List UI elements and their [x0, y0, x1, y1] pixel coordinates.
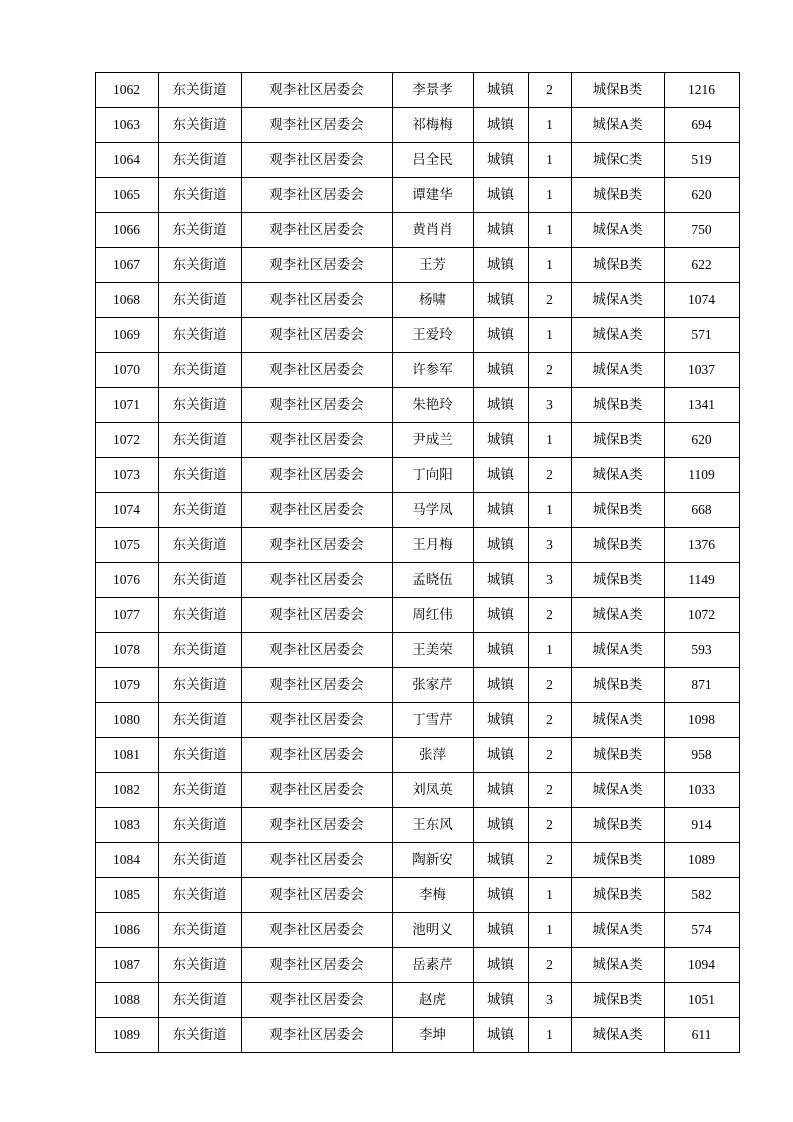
table-row — [95, 598, 739, 633]
cell-household: 城镇 — [473, 108, 528, 143]
cell-amount: 593 — [664, 633, 739, 668]
cell-name: 刘凤英 — [392, 773, 473, 808]
cell-street: 东关街道 — [158, 668, 241, 703]
cell-id: 1074 — [95, 493, 158, 528]
cell-count: 2 — [528, 668, 571, 703]
cell-community: 观李社区居委会 — [241, 493, 392, 528]
cell-count: 3 — [528, 388, 571, 423]
cell-id: 1088 — [95, 983, 158, 1018]
cell-amount: 1149 — [664, 563, 739, 598]
cell-category: 城保B类 — [571, 73, 664, 108]
cell-street: 东关街道 — [158, 563, 241, 598]
cell-category: 城保B类 — [571, 388, 664, 423]
cell-street: 东关街道 — [158, 878, 241, 913]
table-row — [95, 773, 739, 808]
cell-community: 观李社区居委会 — [241, 143, 392, 178]
cell-category: 城保A类 — [571, 318, 664, 353]
table-row — [95, 703, 739, 738]
cell-id: 1082 — [95, 773, 158, 808]
cell-category: 城保B类 — [571, 178, 664, 213]
cell-street: 东关街道 — [158, 493, 241, 528]
cell-community: 观李社区居委会 — [241, 283, 392, 318]
cell-count: 2 — [528, 283, 571, 318]
cell-name: 张萍 — [392, 738, 473, 773]
cell-household: 城镇 — [473, 843, 528, 878]
cell-community: 观李社区居委会 — [241, 353, 392, 388]
cell-id: 1064 — [95, 143, 158, 178]
cell-street: 东关街道 — [158, 283, 241, 318]
cell-street: 东关街道 — [158, 598, 241, 633]
cell-id: 1068 — [95, 283, 158, 318]
cell-community: 观李社区居委会 — [241, 248, 392, 283]
cell-community: 观李社区居委会 — [241, 808, 392, 843]
cell-name: 黄肖肖 — [392, 213, 473, 248]
cell-id: 1069 — [95, 318, 158, 353]
cell-count: 1 — [528, 143, 571, 178]
cell-community: 观李社区居委会 — [241, 878, 392, 913]
cell-name: 谭建华 — [392, 178, 473, 213]
table-row — [95, 178, 739, 213]
cell-household: 城镇 — [473, 353, 528, 388]
cell-id: 1070 — [95, 353, 158, 388]
cell-count: 3 — [528, 563, 571, 598]
cell-id: 1087 — [95, 948, 158, 983]
cell-name: 尹成兰 — [392, 423, 473, 458]
cell-category: 城保B类 — [571, 668, 664, 703]
cell-category: 城保A类 — [571, 458, 664, 493]
cell-household: 城镇 — [473, 703, 528, 738]
cell-amount: 1094 — [664, 948, 739, 983]
cell-household: 城镇 — [473, 493, 528, 528]
cell-count: 1 — [528, 913, 571, 948]
cell-category: 城保A类 — [571, 948, 664, 983]
cell-street: 东关街道 — [158, 913, 241, 948]
cell-category: 城保B类 — [571, 248, 664, 283]
cell-street: 东关街道 — [158, 388, 241, 423]
cell-amount: 622 — [664, 248, 739, 283]
cell-name: 李坤 — [392, 1018, 473, 1053]
cell-household: 城镇 — [473, 73, 528, 108]
cell-count: 2 — [528, 808, 571, 843]
table-row — [95, 458, 739, 493]
table-row — [95, 668, 739, 703]
cell-category: 城保A类 — [571, 283, 664, 318]
cell-community: 观李社区居委会 — [241, 423, 392, 458]
cell-community: 观李社区居委会 — [241, 948, 392, 983]
cell-name: 周红伟 — [392, 598, 473, 633]
cell-household: 城镇 — [473, 178, 528, 213]
cell-category: 城保A类 — [571, 213, 664, 248]
cell-street: 东关街道 — [158, 983, 241, 1018]
cell-community: 观李社区居委会 — [241, 773, 392, 808]
cell-id: 1071 — [95, 388, 158, 423]
cell-household: 城镇 — [473, 913, 528, 948]
table-row — [95, 493, 739, 528]
cell-count: 1 — [528, 493, 571, 528]
cell-household: 城镇 — [473, 143, 528, 178]
cell-community: 观李社区居委会 — [241, 913, 392, 948]
cell-id: 1076 — [95, 563, 158, 598]
cell-category: 城保B类 — [571, 493, 664, 528]
cell-community: 观李社区居委会 — [241, 178, 392, 213]
cell-name: 池明义 — [392, 913, 473, 948]
table-row — [95, 843, 739, 878]
cell-amount: 1037 — [664, 353, 739, 388]
cell-count: 2 — [528, 598, 571, 633]
cell-category: 城保A类 — [571, 913, 664, 948]
cell-street: 东关街道 — [158, 248, 241, 283]
cell-category: 城保B类 — [571, 983, 664, 1018]
table-row — [95, 983, 739, 1018]
cell-count: 2 — [528, 703, 571, 738]
cell-name: 张家芹 — [392, 668, 473, 703]
cell-id: 1065 — [95, 178, 158, 213]
cell-street: 东关街道 — [158, 1018, 241, 1053]
cell-community: 观李社区居委会 — [241, 633, 392, 668]
cell-amount: 1376 — [664, 528, 739, 563]
cell-id: 1063 — [95, 108, 158, 143]
cell-amount: 1216 — [664, 73, 739, 108]
cell-community: 观李社区居委会 — [241, 983, 392, 1018]
cell-street: 东关街道 — [158, 178, 241, 213]
cell-amount: 1074 — [664, 283, 739, 318]
table-row — [95, 108, 739, 143]
cell-street: 东关街道 — [158, 633, 241, 668]
subsidy-recipients-table — [95, 72, 740, 1053]
cell-community: 观李社区居委会 — [241, 73, 392, 108]
cell-household: 城镇 — [473, 248, 528, 283]
cell-household: 城镇 — [473, 458, 528, 493]
cell-category: 城保A类 — [571, 1018, 664, 1053]
cell-community: 观李社区居委会 — [241, 528, 392, 563]
table-row — [95, 808, 739, 843]
cell-amount: 668 — [664, 493, 739, 528]
cell-community: 观李社区居委会 — [241, 213, 392, 248]
cell-community: 观李社区居委会 — [241, 458, 392, 493]
table-row — [95, 353, 739, 388]
cell-street: 东关街道 — [158, 773, 241, 808]
cell-id: 1073 — [95, 458, 158, 493]
cell-name: 李梅 — [392, 878, 473, 913]
cell-street: 东关街道 — [158, 108, 241, 143]
cell-amount: 611 — [664, 1018, 739, 1053]
cell-amount: 1051 — [664, 983, 739, 1018]
cell-category: 城保A类 — [571, 703, 664, 738]
cell-name: 王芳 — [392, 248, 473, 283]
cell-name: 陶新安 — [392, 843, 473, 878]
cell-category: 城保B类 — [571, 878, 664, 913]
cell-id: 1084 — [95, 843, 158, 878]
table-row — [95, 423, 739, 458]
table-row — [95, 633, 739, 668]
cell-street: 东关街道 — [158, 213, 241, 248]
cell-community: 观李社区居委会 — [241, 563, 392, 598]
cell-community: 观李社区居委会 — [241, 668, 392, 703]
cell-community: 观李社区居委会 — [241, 108, 392, 143]
cell-street: 东关街道 — [158, 458, 241, 493]
cell-category: 城保B类 — [571, 563, 664, 598]
cell-street: 东关街道 — [158, 73, 241, 108]
table-row — [95, 388, 739, 423]
cell-community: 观李社区居委会 — [241, 598, 392, 633]
cell-name: 祁梅梅 — [392, 108, 473, 143]
cell-id: 1086 — [95, 913, 158, 948]
cell-category: 城保B类 — [571, 423, 664, 458]
cell-household: 城镇 — [473, 878, 528, 913]
cell-id: 1081 — [95, 738, 158, 773]
cell-amount: 571 — [664, 318, 739, 353]
cell-amount: 1089 — [664, 843, 739, 878]
cell-count: 1 — [528, 318, 571, 353]
cell-household: 城镇 — [473, 948, 528, 983]
cell-category: 城保A类 — [571, 353, 664, 388]
cell-household: 城镇 — [473, 213, 528, 248]
cell-name: 马学凤 — [392, 493, 473, 528]
cell-name: 岳素芹 — [392, 948, 473, 983]
cell-count: 1 — [528, 1018, 571, 1053]
cell-name: 王爱玲 — [392, 318, 473, 353]
cell-amount: 620 — [664, 423, 739, 458]
cell-name: 赵虎 — [392, 983, 473, 1018]
cell-name: 朱艳玲 — [392, 388, 473, 423]
table-row — [95, 213, 739, 248]
cell-amount: 694 — [664, 108, 739, 143]
table-row — [95, 528, 739, 563]
table-row — [95, 248, 739, 283]
cell-amount: 914 — [664, 808, 739, 843]
cell-count: 1 — [528, 878, 571, 913]
cell-count: 2 — [528, 738, 571, 773]
cell-count: 1 — [528, 108, 571, 143]
cell-community: 观李社区居委会 — [241, 1018, 392, 1053]
cell-count: 1 — [528, 178, 571, 213]
cell-id: 1080 — [95, 703, 158, 738]
table-container — [95, 72, 715, 1053]
cell-street: 东关街道 — [158, 948, 241, 983]
cell-count: 2 — [528, 843, 571, 878]
cell-street: 东关街道 — [158, 143, 241, 178]
cell-household: 城镇 — [473, 738, 528, 773]
cell-count: 3 — [528, 528, 571, 563]
cell-street: 东关街道 — [158, 353, 241, 388]
cell-category: 城保B类 — [571, 528, 664, 563]
cell-name: 孟晓伍 — [392, 563, 473, 598]
cell-household: 城镇 — [473, 668, 528, 703]
table-row — [95, 73, 739, 108]
cell-id: 1077 — [95, 598, 158, 633]
cell-amount: 871 — [664, 668, 739, 703]
cell-household: 城镇 — [473, 528, 528, 563]
table-row — [95, 948, 739, 983]
cell-household: 城镇 — [473, 563, 528, 598]
cell-community: 观李社区居委会 — [241, 738, 392, 773]
cell-category: 城保A类 — [571, 108, 664, 143]
cell-household: 城镇 — [473, 633, 528, 668]
cell-category: 城保B类 — [571, 808, 664, 843]
cell-name: 丁雪芹 — [392, 703, 473, 738]
cell-category: 城保A类 — [571, 598, 664, 633]
cell-community: 观李社区居委会 — [241, 843, 392, 878]
table-row — [95, 563, 739, 598]
cell-community: 观李社区居委会 — [241, 318, 392, 353]
cell-name: 王东风 — [392, 808, 473, 843]
cell-name: 王美荣 — [392, 633, 473, 668]
cell-id: 1066 — [95, 213, 158, 248]
cell-count: 2 — [528, 73, 571, 108]
table-row — [95, 878, 739, 913]
cell-household: 城镇 — [473, 773, 528, 808]
cell-household: 城镇 — [473, 283, 528, 318]
table-row — [95, 1018, 739, 1053]
cell-count: 1 — [528, 633, 571, 668]
cell-household: 城镇 — [473, 1018, 528, 1053]
cell-street: 东关街道 — [158, 808, 241, 843]
cell-id: 1078 — [95, 633, 158, 668]
cell-category: 城保B类 — [571, 738, 664, 773]
cell-count: 2 — [528, 458, 571, 493]
cell-amount: 958 — [664, 738, 739, 773]
cell-household: 城镇 — [473, 983, 528, 1018]
cell-name: 吕全民 — [392, 143, 473, 178]
cell-id: 1075 — [95, 528, 158, 563]
cell-count: 1 — [528, 213, 571, 248]
cell-id: 1085 — [95, 878, 158, 913]
table-row — [95, 283, 739, 318]
cell-id: 1072 — [95, 423, 158, 458]
cell-count: 3 — [528, 983, 571, 1018]
cell-amount: 1072 — [664, 598, 739, 633]
table-body — [95, 73, 739, 1053]
cell-street: 东关街道 — [158, 423, 241, 458]
cell-amount: 1341 — [664, 388, 739, 423]
cell-street: 东关街道 — [158, 318, 241, 353]
cell-household: 城镇 — [473, 423, 528, 458]
cell-household: 城镇 — [473, 318, 528, 353]
cell-category: 城保C类 — [571, 143, 664, 178]
cell-id: 1083 — [95, 808, 158, 843]
cell-name: 许参军 — [392, 353, 473, 388]
cell-amount: 574 — [664, 913, 739, 948]
cell-id: 1062 — [95, 73, 158, 108]
cell-amount: 1033 — [664, 773, 739, 808]
cell-household: 城镇 — [473, 598, 528, 633]
cell-street: 东关街道 — [158, 843, 241, 878]
cell-count: 1 — [528, 423, 571, 458]
table-row — [95, 738, 739, 773]
cell-id: 1079 — [95, 668, 158, 703]
cell-amount: 750 — [664, 213, 739, 248]
cell-count: 2 — [528, 773, 571, 808]
cell-category: 城保B类 — [571, 843, 664, 878]
table-row — [95, 143, 739, 178]
cell-count: 2 — [528, 948, 571, 983]
cell-community: 观李社区居委会 — [241, 703, 392, 738]
cell-street: 东关街道 — [158, 528, 241, 563]
cell-count: 1 — [528, 248, 571, 283]
cell-id: 1089 — [95, 1018, 158, 1053]
cell-category: 城保A类 — [571, 633, 664, 668]
cell-amount: 519 — [664, 143, 739, 178]
cell-name: 丁向阳 — [392, 458, 473, 493]
cell-category: 城保A类 — [571, 773, 664, 808]
cell-amount: 620 — [664, 178, 739, 213]
cell-street: 东关街道 — [158, 738, 241, 773]
cell-name: 杨啸 — [392, 283, 473, 318]
cell-name: 李景孝 — [392, 73, 473, 108]
table-row — [95, 913, 739, 948]
cell-count: 2 — [528, 353, 571, 388]
cell-id: 1067 — [95, 248, 158, 283]
table-row — [95, 318, 739, 353]
cell-amount: 1098 — [664, 703, 739, 738]
cell-amount: 582 — [664, 878, 739, 913]
cell-household: 城镇 — [473, 808, 528, 843]
cell-street: 东关街道 — [158, 703, 241, 738]
cell-community: 观李社区居委会 — [241, 388, 392, 423]
cell-name: 王月梅 — [392, 528, 473, 563]
cell-household: 城镇 — [473, 388, 528, 423]
cell-amount: 1109 — [664, 458, 739, 493]
